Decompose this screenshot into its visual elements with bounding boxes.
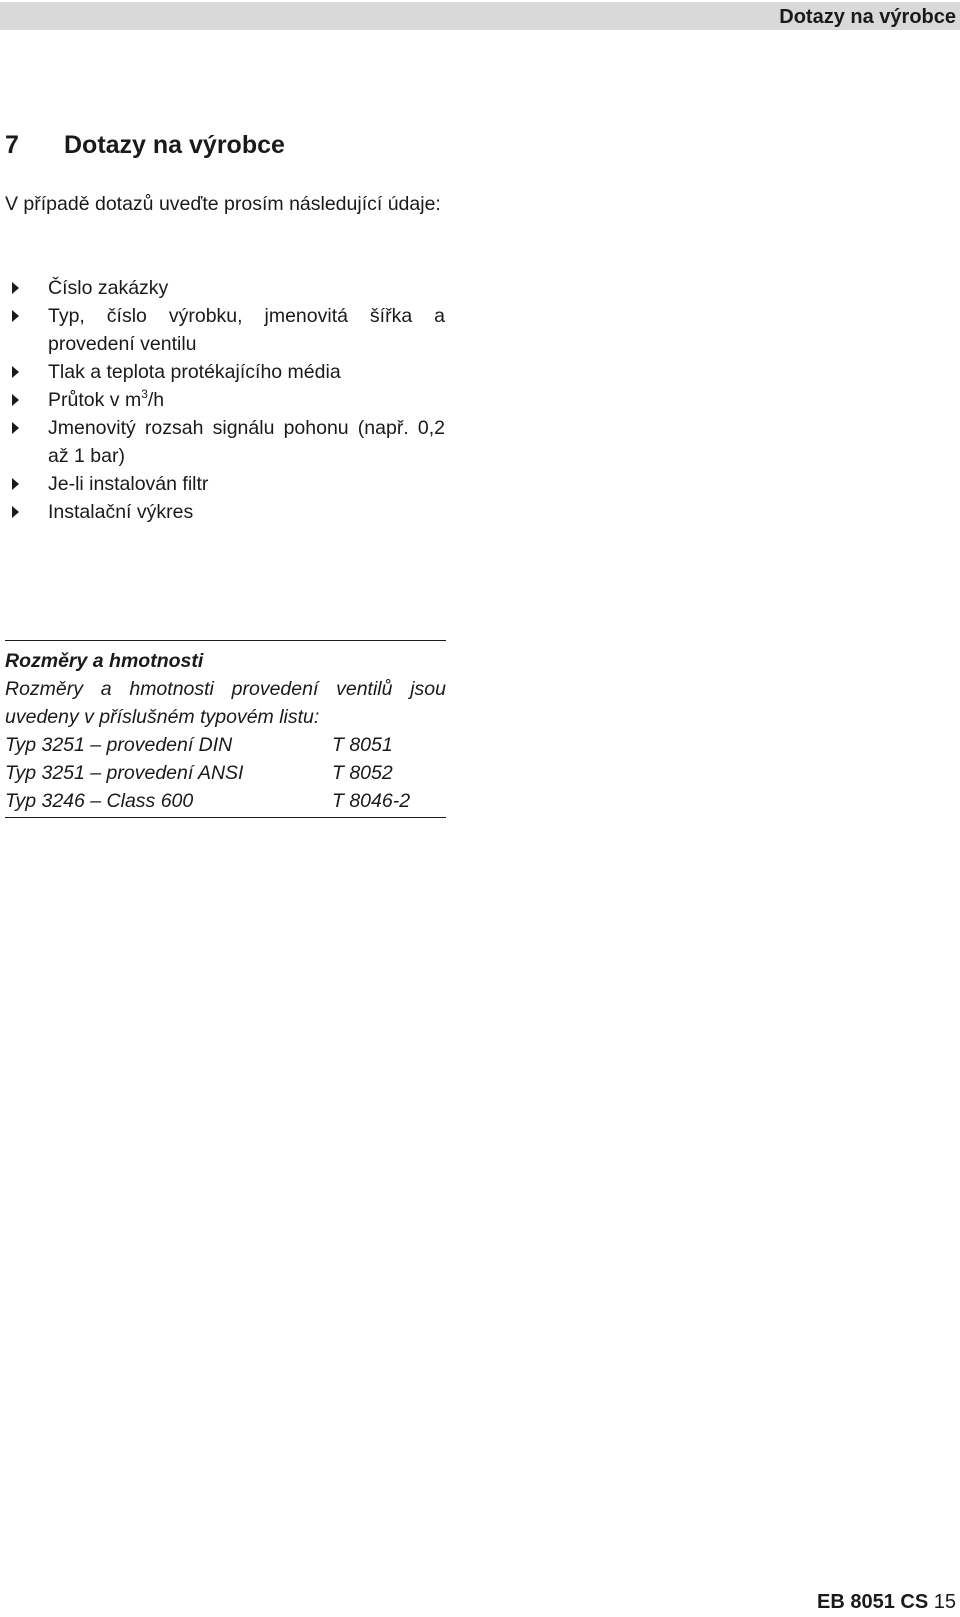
datasheet-type: Typ 3251 – provedení ANSI xyxy=(5,762,244,784)
datasheet-number: T 8051 xyxy=(332,734,393,756)
section-number: 7 xyxy=(5,131,19,159)
superscript-exponent: 3 xyxy=(141,387,148,401)
list-item xyxy=(5,498,445,526)
list-item-text: Instalační výkres xyxy=(48,501,194,523)
info-box-title: Rozměry a hmotnosti xyxy=(5,650,204,672)
datasheet-number: T 8046-2 xyxy=(332,790,411,812)
triangle-bullet-icon xyxy=(12,310,19,322)
list-item-text: Tlak a teplota protékajícího média xyxy=(48,361,341,383)
list-item-text: Průtok v m xyxy=(48,389,142,411)
section-heading xyxy=(5,128,285,162)
datasheet-row xyxy=(5,787,446,815)
triangle-bullet-icon xyxy=(12,422,19,434)
list-item-text: Číslo zakázky xyxy=(48,277,169,299)
datasheet-row xyxy=(5,731,446,759)
document-code: EB 8051 CS xyxy=(817,1591,929,1613)
list-item xyxy=(5,302,445,358)
triangle-bullet-icon xyxy=(12,506,19,518)
triangle-bullet-icon xyxy=(12,366,19,378)
triangle-bullet-icon xyxy=(12,282,19,294)
list-item xyxy=(5,414,445,470)
running-header xyxy=(0,2,960,30)
list-item-text-suffix: /h xyxy=(147,389,165,411)
list-item-text: Typ, číslo výrobku, jmenovitá šířka a provedení ventilu xyxy=(48,305,445,355)
section-title: Dotazy na výrobce xyxy=(64,131,285,159)
list-item xyxy=(5,470,445,498)
triangle-bullet-icon xyxy=(12,394,19,406)
list-item-text: Je-li instalován filtr xyxy=(48,473,209,495)
info-box-text: Rozměry a hmotnosti provedení ventilů jsou uvedeny v příslušném typovém listu: xyxy=(5,678,446,728)
datasheet-number: T 8052 xyxy=(332,762,393,784)
page-footer xyxy=(817,1590,956,1614)
triangle-bullet-icon xyxy=(12,478,19,490)
dimensions-info-box xyxy=(5,640,446,818)
datasheet-type: Typ 3251 – provedení DIN xyxy=(5,734,233,756)
list-item xyxy=(5,386,445,414)
page-number: 15 xyxy=(933,1591,956,1613)
required-info-list xyxy=(5,274,445,526)
list-item xyxy=(5,274,445,302)
datasheet-row xyxy=(5,759,446,787)
list-item xyxy=(5,358,445,386)
intro-paragraph: V případě dotazů uveďte prosím následující údaje: xyxy=(5,193,441,215)
datasheet-type: Typ 3246 – Class 600 xyxy=(5,790,194,812)
running-header-title: Dotazy na výrobce xyxy=(779,6,956,28)
list-item-text: Jmenovitý rozsah signálu pohonu (např. 0,2 až 1 bar) xyxy=(48,417,445,467)
